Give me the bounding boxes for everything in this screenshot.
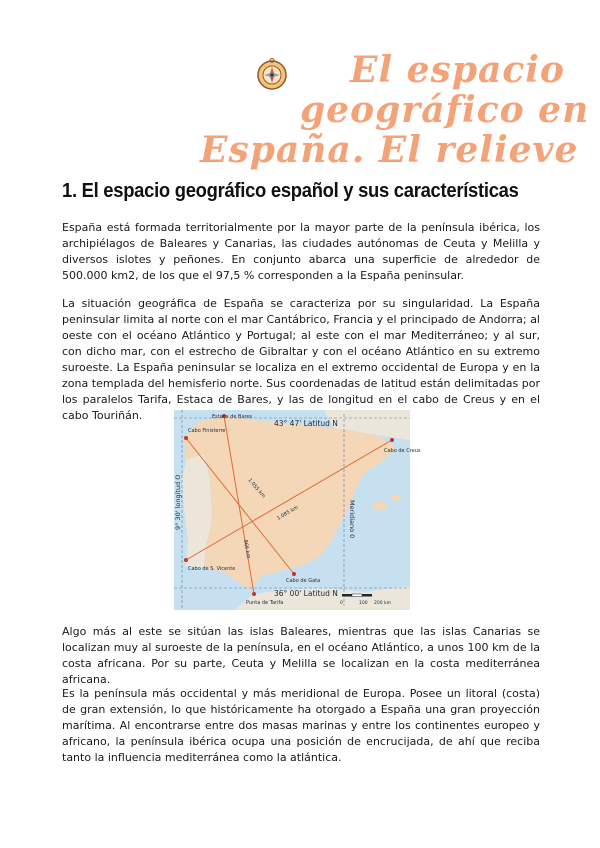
point-finisterre <box>184 436 188 440</box>
label-dist-3: 866 km <box>242 539 252 559</box>
balearic-land <box>372 502 388 510</box>
label-sanvicente: Cabo de S. Vicente <box>188 566 236 572</box>
label-creus: Cabo de Creus <box>384 448 421 454</box>
point-tarifa <box>252 592 256 596</box>
label-estaca: Estaca de Bares <box>212 414 253 420</box>
title-line-3: España. El relieve <box>200 129 579 171</box>
paragraph-peninsula: Es la península más occidental y más meridional de Europa. Posee un litoral (costa) de gran extensión, lo que históricamente ha otorgado a España una gran proyección marítima. Al encontrarse entre dos masas marinas y entre los continentes europeo y africano, la península ibérica ocupa una posición de encrucijada, de ahí que reciba tanto la influencia mediterránea como la atlántica. <box>62 687 540 764</box>
label-lon-west: 9° 30' longitud O <box>174 474 182 530</box>
point-gata <box>292 572 296 576</box>
section-heading: 1. El espacio geográfico español y sus características <box>62 180 519 202</box>
compass-icon <box>255 58 289 96</box>
label-lat-north: 43° 47' Latitud N <box>274 419 338 428</box>
label-dist-1: 1.085 km <box>276 504 300 522</box>
label-dist-2: 1.055 km <box>246 477 267 500</box>
label-tarifa: Punta de Tarifa <box>246 600 284 606</box>
point-sanvicente <box>184 558 188 562</box>
scale-label-0: 0 <box>340 601 343 606</box>
paragraph-territory: España está formada territorialmente por la mayor parte de la península ibérica, los archipiélagos de Baleares y Canarias, las ciudades autónomas de Ceuta y Melilla y diversos islotes y peñones. En conjunto abarca una superficie de alrededor de 500.000 km2, de los que el 97,5 % corresponden a la España peninsular. <box>62 221 540 282</box>
scale-label-2: 200 km <box>374 601 392 606</box>
label-finisterre: Cabo Finisterre <box>188 428 226 434</box>
point-creus <box>390 438 394 442</box>
title-line-1: El espacio <box>350 49 565 91</box>
spain-extremes-map <box>174 410 421 610</box>
label-lat-south: 36° 00' Latitud N <box>274 589 338 598</box>
label-gata: Cabo de Gata <box>286 578 321 584</box>
paragraph-islands: Algo más al este se sitúan las islas Baleares, mientras que las islas Canarias se localizan muy al suroeste de la península, en el océano Atlántico, a unos 100 km de la costa africana. Por su parte, Ceuta y Melilla se localizan en la costa mediterránea africana. <box>62 625 540 686</box>
title-line-2: geográfico en <box>300 89 590 131</box>
label-meridian: Meridiano 0 <box>348 500 356 539</box>
paragraph-situation: La situación geográfica de España se caracteriza por su singularidad. La España peninsular limita al norte con el mar Cantábrico, Francia y el principado de Andorra; al oeste con el océano Atlántico y Portugal; al este con el mar Mediterráneo; y al sur, con dicho mar, con el estrecho de Gibraltar y con el océano Atlántico en su extremo suroeste. La España peninsular se localiza en el extremo occidental de Europa y en la zona templada del hemisferio norte. Sus coordenadas de latitud están delimitadas por los paralelos Tarifa, Estaca de Bares, y las de longitud en el cabo de Creus y en el cabo Touriñán. <box>62 297 540 422</box>
scale-label-1: 100 <box>359 601 368 606</box>
